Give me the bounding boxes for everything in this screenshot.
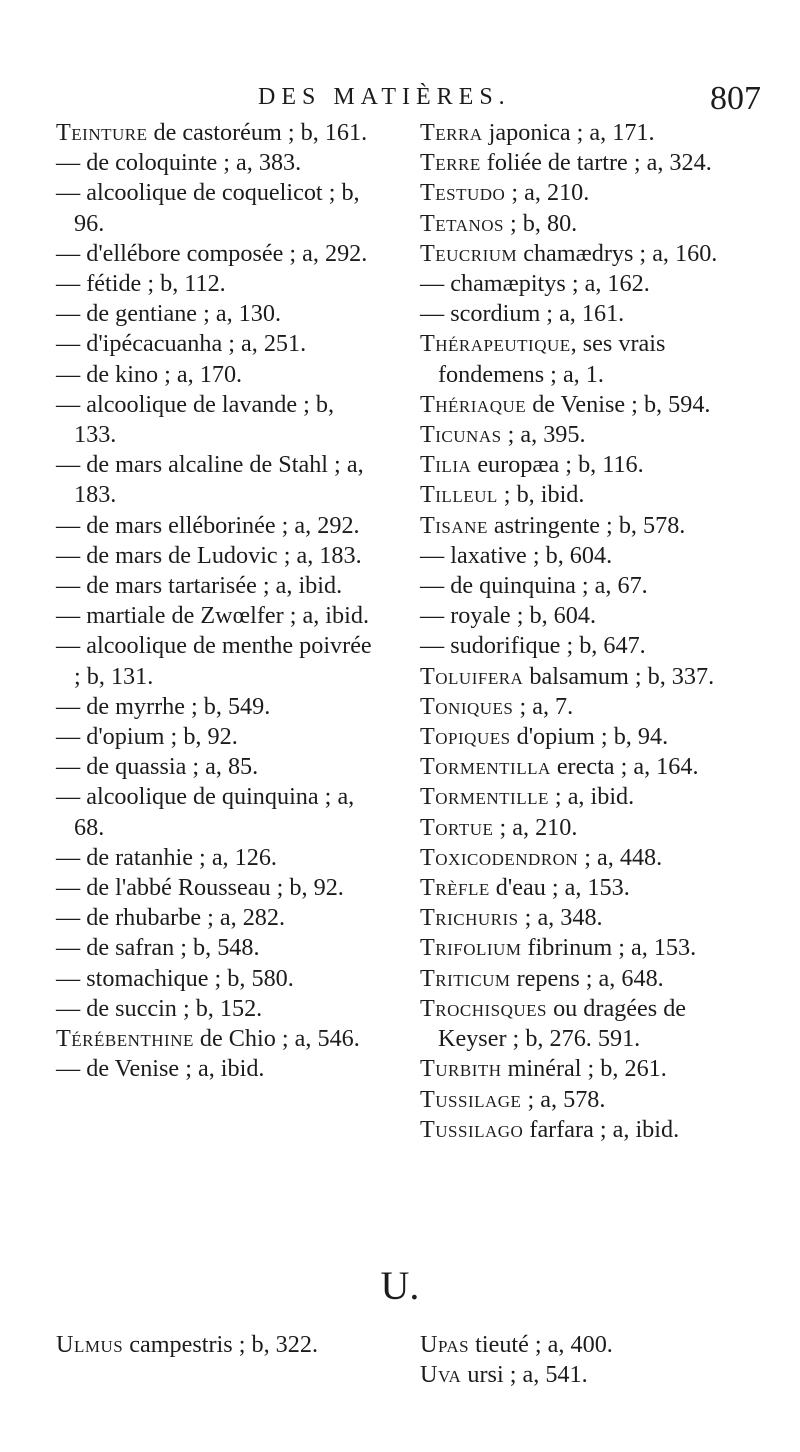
- index-entry: [56, 903, 382, 933]
- index-entry: [56, 118, 382, 148]
- entry-headword: Térébenthine: [56, 1025, 194, 1053]
- index-entry: [420, 631, 750, 661]
- entry-headword: Tilleul: [420, 481, 498, 509]
- entry-reference: — de succin ; b, 152.: [56, 994, 263, 1022]
- entry-reference: — alcoolique de quinquina ; a, 68.: [56, 783, 355, 841]
- index-entry: [420, 903, 750, 933]
- entry-headword: Tetanos: [420, 209, 504, 237]
- index-entry: [420, 148, 750, 178]
- entry-reference: — de rhubarbe ; a, 282.: [56, 904, 286, 932]
- entry-reference: repens ; a, 648.: [510, 964, 664, 992]
- index-entry: [420, 541, 750, 571]
- entry-headword: Tussilage: [420, 1085, 522, 1113]
- index-entry: [420, 843, 750, 873]
- entry-reference: d'opium ; b, 94.: [510, 723, 669, 751]
- index-entry: [56, 964, 382, 994]
- index-entry: [420, 571, 750, 601]
- entry-reference: — sudorifique ; b, 647.: [420, 632, 646, 660]
- entry-headword: Tisane: [420, 511, 488, 539]
- index-entry: [420, 601, 750, 631]
- index-entry: [420, 511, 750, 541]
- entry-headword: Tussilago: [420, 1115, 524, 1143]
- entry-reference: de Venise ; b, 594.: [526, 390, 711, 418]
- entry-headword: Tormentille: [420, 783, 549, 811]
- index-entry: [56, 1330, 376, 1360]
- entry-headword: Toxicodendron: [420, 843, 579, 871]
- index-entry: [420, 209, 750, 239]
- entry-reference: — de mars elléborinée ; a, 292.: [56, 511, 360, 539]
- entry-reference: ; a, 448.: [578, 843, 663, 871]
- page-number: 807: [710, 80, 761, 117]
- index-entry: [56, 601, 382, 631]
- entry-reference: — de mars alcaline de Stahl ; a, 183.: [56, 451, 364, 509]
- index-entry: [56, 933, 382, 963]
- entry-reference: ; a, 348.: [518, 904, 603, 932]
- index-entry: [56, 994, 382, 1024]
- entry-headword: Terre: [420, 149, 481, 177]
- index-entry: [56, 450, 382, 510]
- section-letter: U.: [380, 1263, 420, 1308]
- index-entry: [420, 662, 750, 692]
- index-entry: [420, 420, 750, 450]
- entry-reference: ; b, 80.: [503, 209, 578, 237]
- entry-reference: — de quinquina ; a, 67.: [420, 572, 648, 600]
- index-entry: [420, 480, 750, 510]
- entry-headword: Triticum: [420, 964, 511, 992]
- entry-reference: — de mars tartarisée ; a, ibid.: [56, 572, 343, 600]
- running-head: DES MATIÈRES.: [258, 84, 511, 110]
- index-entry: [420, 239, 750, 269]
- entry-headword: Teinture: [56, 119, 148, 146]
- index-entry: [420, 1054, 750, 1084]
- entry-reference: — d'ipécacuanha ; a, 251.: [56, 330, 307, 358]
- entry-reference: — de kino ; a, 170.: [56, 360, 243, 388]
- index-entry: [56, 782, 382, 842]
- index-entry: [56, 329, 382, 359]
- index-entry: [420, 933, 750, 963]
- entry-reference: — de quassia ; a, 85.: [56, 753, 259, 781]
- entry-headword: Thérapeutique: [420, 330, 571, 358]
- index-entry: [56, 752, 382, 782]
- entry-reference: d'eau ; a, 153.: [489, 874, 630, 902]
- entry-reference: — d'opium ; b, 92.: [56, 723, 238, 751]
- entry-reference: tieuté ; a, 400.: [469, 1331, 613, 1358]
- index-entry: [56, 1024, 382, 1054]
- index-entry: [420, 722, 750, 752]
- entry-reference: ursi ; a, 541.: [461, 1361, 588, 1389]
- entry-headword: Teucrium: [420, 239, 518, 267]
- entry-reference: — de Venise ; a, ibid.: [56, 1055, 265, 1083]
- index-entry: [420, 692, 750, 722]
- entry-reference: balsamum ; b, 337.: [523, 662, 715, 690]
- entry-reference: — de coloquinte ; a, 383.: [56, 149, 302, 177]
- entry-reference: ; b, ibid.: [497, 481, 585, 509]
- index-column-u-right: [420, 1330, 750, 1390]
- entry-headword: Toluifera: [420, 662, 524, 690]
- entry-headword: Upas: [420, 1331, 470, 1358]
- entry-headword: Uva: [420, 1361, 462, 1389]
- entry-reference: — martiale de Zwœlfer ; a, ibid.: [56, 602, 369, 630]
- index-column-left: [56, 118, 382, 1085]
- entry-reference: — royale ; b, 604.: [420, 602, 596, 630]
- index-entry: [420, 329, 750, 389]
- entry-reference: — de mars de Ludovic ; a, 183.: [56, 541, 362, 569]
- index-entry: [56, 239, 382, 269]
- index-entry: [420, 813, 750, 843]
- entry-reference: de castoréum ; b, 161.: [147, 119, 368, 146]
- entry-reference: astringente ; b, 578.: [487, 511, 686, 539]
- entry-reference: — fétide ; b, 112.: [56, 270, 226, 298]
- index-entry: [420, 782, 750, 812]
- entry-headword: Trochisques: [420, 994, 548, 1022]
- entry-reference: chamædrys ; a, 160.: [517, 239, 718, 267]
- entry-reference: ; a, 210.: [505, 179, 590, 207]
- entry-reference: — d'ellébore composée ; a, 292.: [56, 239, 368, 267]
- entry-reference: ; a, 395.: [501, 421, 586, 449]
- entry-headword: Turbith: [420, 1055, 502, 1083]
- index-entry: [56, 148, 382, 178]
- index-entry: [420, 450, 750, 480]
- entry-reference: ; a, 578.: [521, 1085, 606, 1113]
- index-entry: [420, 964, 750, 994]
- index-entry: [56, 571, 382, 601]
- entry-reference: ; a, 210.: [493, 813, 578, 841]
- index-column-u-left: [56, 1330, 376, 1360]
- entry-reference: japonica ; a, 171.: [482, 119, 655, 146]
- index-entry: [56, 360, 382, 390]
- index-entry: [56, 1054, 382, 1084]
- index-entry: [420, 1330, 750, 1360]
- entry-reference: — de ratanhie ; a, 126.: [56, 843, 277, 871]
- index-entry: [420, 873, 750, 903]
- entry-headword: Trichuris: [420, 904, 519, 932]
- entry-reference: ; a, ibid.: [548, 783, 635, 811]
- entry-reference: erecta ; a, 164.: [550, 753, 699, 781]
- entry-headword: Trèfle: [420, 874, 490, 902]
- entry-reference: farfara ; a, ibid.: [523, 1115, 680, 1143]
- entry-headword: Topiques: [420, 723, 511, 751]
- index-entry: [420, 1115, 750, 1145]
- index-entry: [420, 1360, 750, 1390]
- index-entry: [56, 541, 382, 571]
- index-entry: [420, 269, 750, 299]
- index-entry: [420, 299, 750, 329]
- entry-reference: — de myrrhe ; b, 549.: [56, 692, 271, 720]
- index-entry: [420, 178, 750, 208]
- entry-reference: — de l'abbé Rousseau ; b, 92.: [56, 874, 344, 902]
- entry-headword: Ticunas: [420, 421, 502, 449]
- entry-reference: — stomachique ; b, 580.: [56, 964, 294, 992]
- index-column-right: [420, 118, 750, 1145]
- index-entry: [56, 178, 382, 238]
- index-entry: [56, 692, 382, 722]
- index-entry: [56, 873, 382, 903]
- index-entry: [56, 631, 382, 691]
- entry-reference: ou dragées de Keyser ; b, 276. 591.: [438, 994, 687, 1053]
- entry-headword: Ulmus: [56, 1331, 124, 1358]
- entry-reference: — de safran ; b, 548.: [56, 934, 260, 962]
- entry-reference: campestris ; b, 322.: [123, 1331, 319, 1358]
- index-entry: [56, 390, 382, 450]
- index-entry: [56, 269, 382, 299]
- entry-reference: — alcoolique de coquelicot ; b, 96.: [56, 179, 360, 237]
- entry-reference: de Chio ; a, 546.: [193, 1025, 360, 1053]
- index-entry: [56, 722, 382, 752]
- entry-reference: — de gentiane ; a, 130.: [56, 300, 282, 328]
- entry-reference: fibrinum ; a, 153.: [521, 934, 697, 962]
- index-entry: [420, 1085, 750, 1115]
- entry-reference: ; a, 7.: [513, 692, 574, 720]
- entry-reference: europæa ; b, 116.: [471, 451, 644, 479]
- entry-headword: Trifolium: [420, 934, 522, 962]
- entry-reference: — alcoolique de lavande ; b, 133.: [56, 390, 335, 449]
- entry-reference: — alcoolique de menthe poivrée ; b, 131.: [56, 632, 372, 690]
- index-entry: [420, 752, 750, 782]
- entry-reference: minéral ; b, 261.: [501, 1055, 667, 1083]
- index-entry: [420, 118, 750, 148]
- index-entry: [420, 390, 750, 420]
- entry-reference: , ses vrais fondemens ; a, 1.: [438, 330, 666, 388]
- entry-headword: Thériaque: [420, 390, 527, 418]
- entry-reference: foliée de tartre ; a, 324.: [480, 149, 712, 177]
- entry-reference: — scordium ; a, 161.: [420, 300, 625, 328]
- entry-headword: Tilia: [420, 451, 472, 479]
- index-entry: [420, 994, 750, 1054]
- entry-headword: Testudo: [420, 179, 506, 207]
- index-entry: [56, 843, 382, 873]
- index-entry: [56, 511, 382, 541]
- entry-reference: — laxative ; b, 604.: [420, 541, 613, 569]
- entry-headword: Toniques: [420, 692, 514, 720]
- entry-headword: Tortue: [420, 813, 494, 841]
- entry-reference: — chamæpitys ; a, 162.: [420, 270, 650, 298]
- entry-headword: Tormentilla: [420, 753, 551, 781]
- entry-headword: Terra: [420, 119, 483, 146]
- index-entry: [56, 299, 382, 329]
